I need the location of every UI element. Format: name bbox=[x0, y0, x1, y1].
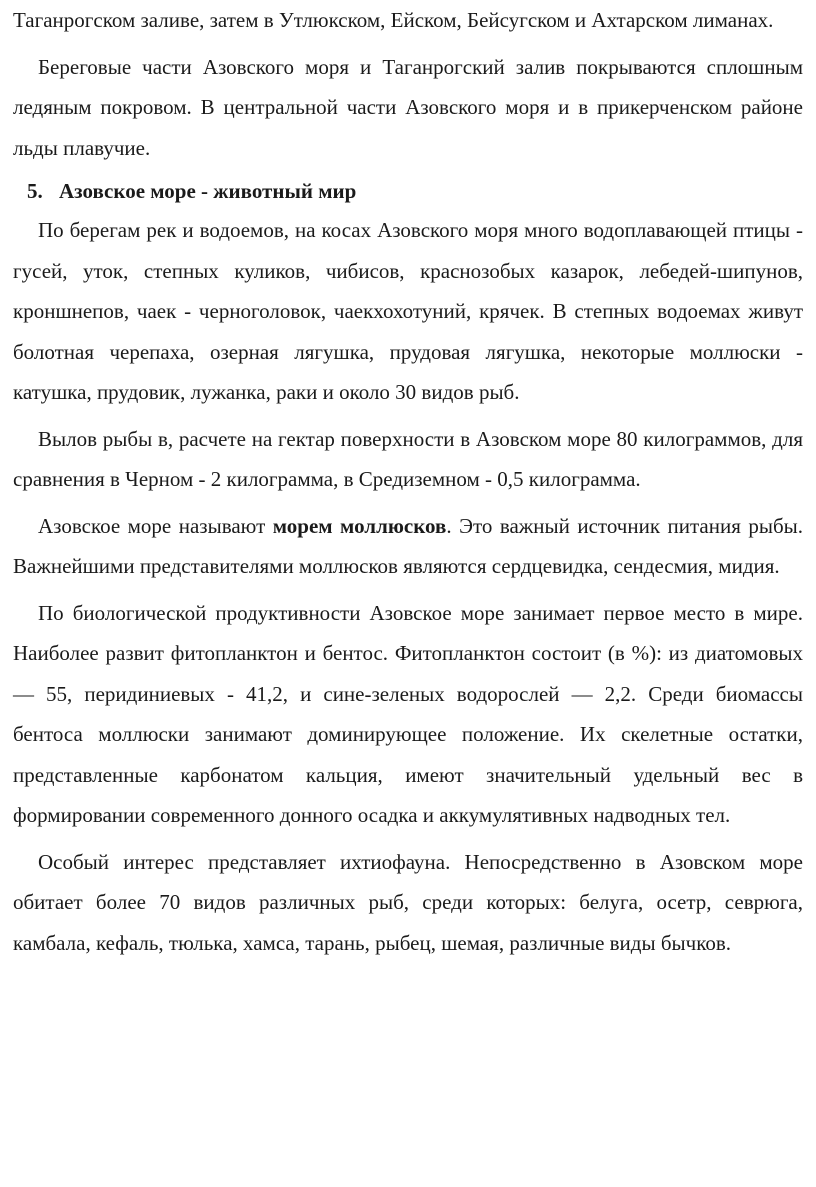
paragraph-mollusks bbox=[13, 506, 803, 587]
paragraph-continued: Таганрогском заливе, затем в Утлюкском, Ейском, Бейсугском и Ахтарском лиманах. bbox=[13, 8, 774, 32]
section-number: 5. bbox=[27, 179, 43, 203]
mollusks-text-before: Азовское море называют bbox=[38, 513, 273, 538]
section-title: Азовское море - животный мир bbox=[59, 179, 357, 203]
mollusks-text-after: . Это важный источник питания рыбы. Важнейшими представителями моллюсков являются сердцевидка, сендесмия, мидия. bbox=[13, 513, 804, 578]
section-heading bbox=[13, 172, 803, 210]
paragraph-ichthyofauna: Особый интерес представляет ихтиофауна. Непосредственно в Азовском море обитает более 70 видов различных рыб, среди которых: белуга, осетр, севрюга, камбала, кефаль, тюлька, хамса, тарань, рыбец, шемая, различные виды бычков. bbox=[13, 849, 803, 955]
paragraph-birds: По берегам рек и водоемов, на косах Азовского моря много водоплавающей птицы - гусей, уток, степных куликов, чибисов, краснозобых казарок, лебедей-шипунов, кроншнепов, чаек - черноголовок, чаекхохотуний, крячек. В степных водоемах живут болотная черепаха, озерная лягушка, прудовая лягушка, некоторые моллюски - катушка, прудовик, лужанка, раки и около 30 видов рыб. bbox=[13, 218, 803, 404]
mollusks-bold-term: морем моллюсков bbox=[272, 513, 447, 538]
paragraph-ice-cover: Береговые части Азовского моря и Таганрогский залив покрываются сплошным ледяным покровом. В центральной части Азовского моря и в прикерченском районе льды плавучие. bbox=[13, 54, 803, 160]
document-page bbox=[13, 0, 803, 963]
paragraph-productivity: По биологической продуктивности Азовское море занимает первое место в мире. Наиболее развит фитопланктон и бентос. Фитопланктон состоит (в %): из диатомовых — 55, перидиниевых - 41,2, и сине-зеленых водорослей — 2,2. Среди биомассы бентоса моллюски занимают доминирующее положение. Их скелетные остатки, представленные карбонатом кальция, имеют значительный удельный вес в формировании современного донного осадка и аккумулятивных надводных тел. bbox=[13, 600, 803, 827]
paragraph-fish-catch: Вылов рыбы в, расчете на гектар поверхности в Азовском море 80 килограммов, для сравнения в Черном - 2 килограмма, в Средиземном - 0,5 килограмма. bbox=[13, 426, 803, 491]
